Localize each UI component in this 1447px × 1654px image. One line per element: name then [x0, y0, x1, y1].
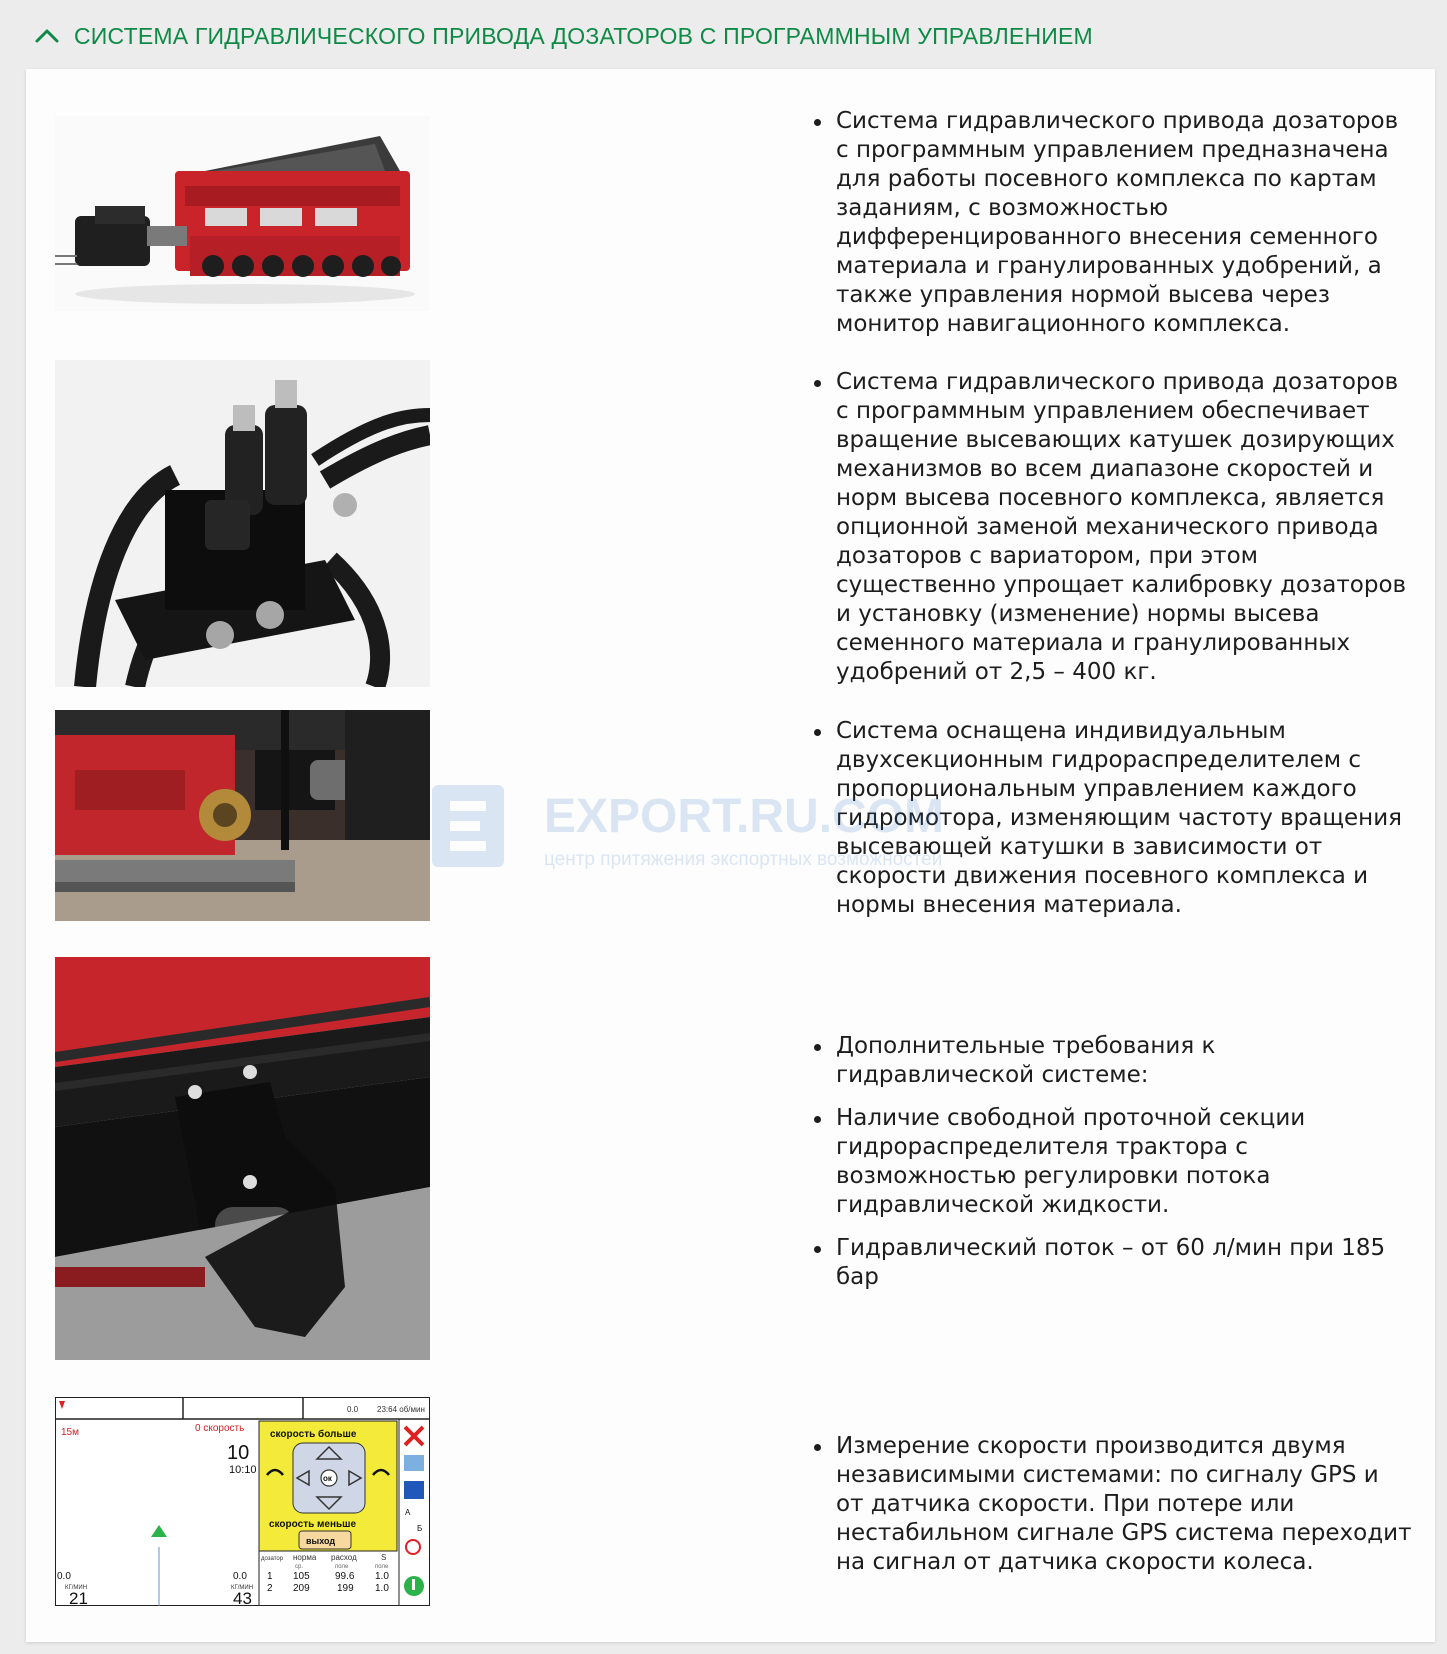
- screen-speed-label: 0 скорость: [195, 1423, 245, 1434]
- chevron-up-icon[interactable]: [30, 19, 64, 53]
- product-photo-metering-unit: [55, 116, 430, 311]
- screen-row1-norm: 105: [293, 1571, 310, 1582]
- screen-left-bottom-big: 21: [69, 1589, 88, 1606]
- screen-ok: ок: [323, 1474, 332, 1483]
- screen-time-rpm: 23:64 об/мин: [377, 1405, 425, 1414]
- screen-distance: 15м: [61, 1427, 79, 1438]
- screen-side-a: A: [405, 1508, 411, 1517]
- bullet-item: Система гидравлического привода дозаторов с программным управлением предназначена для работы посевного комплекса по картам заданиям, с возможностью дифференцированного внесения семенного материала и гранулированных удобрений, а также управления нормой высева через монитор навигационного комплекса.: [812, 107, 1412, 339]
- screen-right-bottom-big: 43: [233, 1589, 252, 1606]
- bullet-list: [812, 1032, 1412, 1292]
- screen-row1-flow: 99.6: [335, 1571, 355, 1582]
- screen-row1-s: 1.0: [375, 1571, 389, 1582]
- screen-speed-value: 10: [227, 1442, 250, 1464]
- bullet-item: Система гидравлического привода дозаторов с программным управлением обеспечивает вращение высевающих катушек дозирующих механизмов во всем диапазоне скоростей и норм высева посевного комплекса, является опционной заменой механического привода дозаторов с вариатором, при этом существенно упрощает калибровку дозаторов и установку (изменение) нормы высева семенного материала и гранулированных удобрений от 2,5 – 400 кг.: [812, 368, 1412, 687]
- bullet-item: Гидравлический поток – от 60 л/мин при 185 бар: [812, 1234, 1412, 1292]
- screen-th-norm: норма: [293, 1553, 317, 1562]
- screen-row1-id: 1: [267, 1571, 273, 1582]
- section-1-text: [812, 107, 1412, 339]
- bullet-item: Наличие свободной проточной секции гидрораспределителя трактора с возможностью регулировки потока гидравлической жидкости.: [812, 1104, 1412, 1220]
- section-3-text: [812, 717, 1412, 920]
- section-5-text: [812, 1432, 1412, 1577]
- section-4-text: [812, 1032, 1412, 1292]
- bullet-list: [812, 368, 1412, 687]
- bullet-item: Дополнительные требования к гидравлической системе:: [812, 1032, 1412, 1090]
- screen-subh-avg: ср.: [295, 1564, 304, 1570]
- accordion-header[interactable]: [22, 8, 1432, 64]
- screen-left-bottom-value: 0.0: [57, 1571, 71, 1582]
- accordion-title: СИСТЕМА ГИДРАВЛИЧЕСКОГО ПРИВОДА ДОЗАТОРОВ С ПРОГРАММНЫМ УПРАВЛЕНИЕМ: [74, 22, 1093, 49]
- screen-row2-norm: 209: [293, 1583, 310, 1594]
- screen-speed-sub: 10:10: [229, 1464, 257, 1476]
- screen-right-bottom-value: 0.0: [233, 1571, 247, 1582]
- bullet-list: [812, 107, 1412, 339]
- screen-row2-flow: 199: [337, 1583, 354, 1594]
- screen-row2-s: 1.0: [375, 1583, 389, 1594]
- screen-side-b: Б: [417, 1524, 423, 1533]
- screen-exit: выход: [306, 1536, 336, 1546]
- bullet-list: [812, 717, 1412, 920]
- screen-prompt-more: скорость больше: [270, 1429, 357, 1440]
- screen-right-bottom-unit: КГ/МИН: [231, 1585, 254, 1591]
- bullet-item: Система оснащена индивидуальным двухсекционным гидрораспределителем с пропорциональным управлением каждого гидромотора, изменяющим частоту вращения высевающей катушки в зависимости от скорости движения посевного комплекса и нормы внесения материала.: [812, 717, 1412, 920]
- bullet-item: Измерение скорости производится двумя независимыми системами: по сигналу GPS и от датчика скорости. При потере или нестабильном сигнале GPS система переходит на сигнал от датчика скорости колеса.: [812, 1432, 1412, 1577]
- screen-th-flow: расход: [331, 1553, 357, 1562]
- product-photo-hoses-bracket: [55, 957, 430, 1360]
- screen-prompt-less: скорость меньше: [269, 1519, 357, 1530]
- screen-subh-field: поле: [335, 1564, 349, 1570]
- product-photo-monitor-screen: [55, 1397, 430, 1606]
- bullet-list: [812, 1432, 1412, 1577]
- screen-subh-field-2: поле: [375, 1564, 389, 1570]
- product-photo-hydraulic-valve: [55, 360, 430, 687]
- screen-left-bottom-unit: КГ/МИН: [65, 1585, 88, 1591]
- screen-th-dozer: дозатор: [261, 1556, 284, 1562]
- screen-top-readout: 0.0: [347, 1405, 359, 1414]
- screen-row2-id: 2: [267, 1583, 273, 1594]
- product-photo-installed-drive: [55, 710, 430, 921]
- screen-th-s: S: [381, 1553, 387, 1562]
- section-2-text: [812, 368, 1412, 687]
